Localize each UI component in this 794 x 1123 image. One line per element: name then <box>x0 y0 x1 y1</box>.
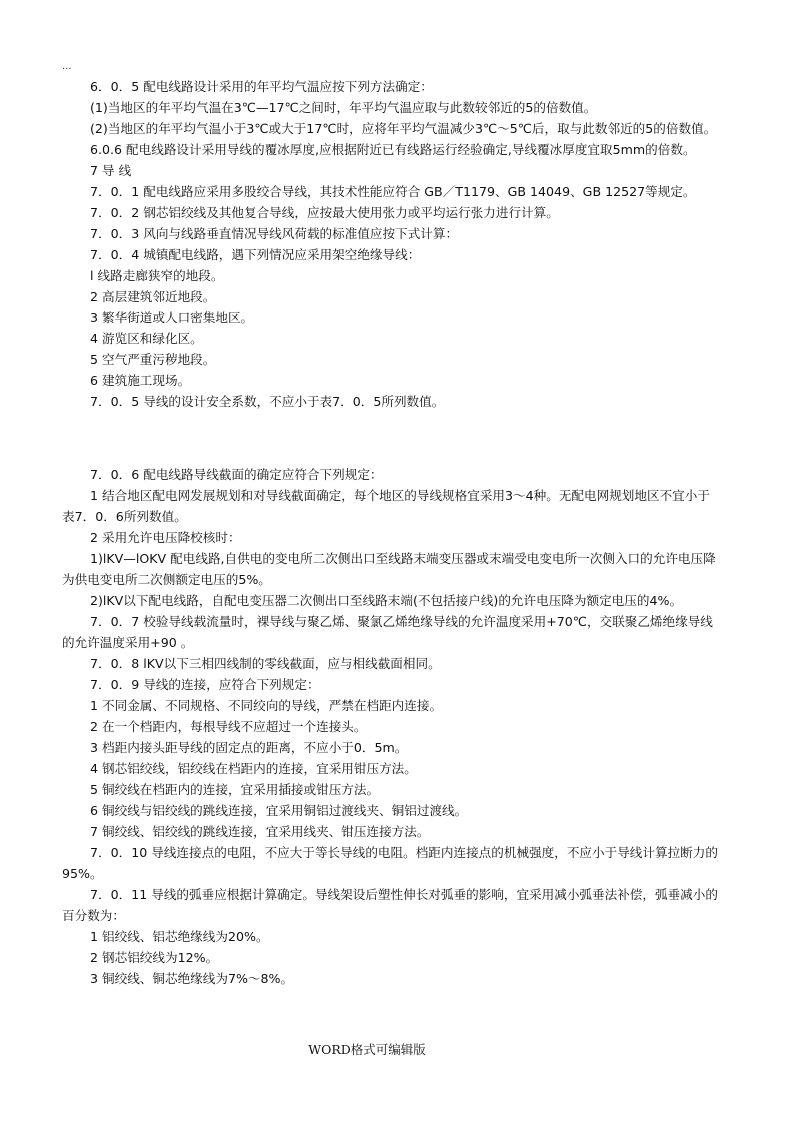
paragraph: 6.0.6 配电线路设计采用导线的覆冰厚度,应根据附近已有线路运行经验确定,导线覆冰厚度宜取5mm的倍数。 <box>90 142 696 157</box>
paragraph: 2 高层建筑邻近地段。 <box>90 289 216 304</box>
paragraph: 6 建筑施工现场。 <box>90 373 191 388</box>
paragraph: 2)lKV以下配电线路，自配电变压器二次侧出口至线路末端(不包括接户线)的允许电压降为额定电压的4%。 <box>90 593 683 608</box>
paragraph: 7．0．10 导线连接点的电阻，不应大于等长导线的电阻。档距内连接点的机械强度，不应小于导线计算拉断力的95%。 <box>62 845 718 881</box>
paragraph: 7 导 线 <box>90 163 132 178</box>
footer-text: WORD格式可编辑版 <box>308 1042 426 1057</box>
paragraph: 7．0．3 风向与线路垂直情况导线风荷载的标准值应按下式计算： <box>90 226 459 241</box>
paragraph: 7．0．6 配电线路导线截面的确定应符合下列规定： <box>90 467 383 482</box>
page-footer <box>0 1042 794 1058</box>
paragraph: 7 铜绞线、铝绞线的跳线连接，宜采用线夹、钳压连接方法。 <box>90 824 430 839</box>
paragraph-spacer <box>62 428 722 448</box>
paragraph: (2)当地区的年平均气温小于3℃或大于17℃时，应将年平均气温减少3℃～5℃后，取与此数邻近的5的倍数值。 <box>90 121 717 136</box>
paragraph: 7．0．4 城镇配电线路，遇下列情况应采用架空绝缘导线： <box>90 247 421 262</box>
paragraph: 1)lKV—lOKV 配电线路,自供电的变电所二次侧出口至线路末端变压器或末端受电变电所一次侧入口的允许电压降为供电变电所二次侧额定电压的5%。 <box>62 551 716 587</box>
paragraph: 4 钢芯铝绞线，铝绞线在档距内的连接，宜采用钳压方法。 <box>90 761 417 776</box>
paragraph: 7．0．1 配电线路应采用多股绞合导线，其技术性能应符合 GB／T1179、GB 14049、GB 12527等规定。 <box>90 184 696 199</box>
paragraph: 7．0．7 校验导线载流量时，裸导线与聚乙烯、聚氯乙烯绝缘导线的允许温度采用+70℃，交联聚乙烯绝缘导线的允许温度采用+90 。 <box>62 614 713 650</box>
paragraph: 1 结合地区配电网发展规划和对导线截面确定，每个地区的导线规格宜采用3～4种。无配电网规划地区不宜小于表7．0．6所列数值。 <box>62 488 710 524</box>
paragraph: 3 繁华街道或人口密集地区。 <box>90 310 254 325</box>
paragraph: 1 不同金属、不同规格、不同绞向的导线，严禁在档距内连接。 <box>90 698 443 713</box>
paragraph: 2 在一个档距内，每根导线不应超过一个连接头。 <box>90 719 367 734</box>
paragraph: 2 钢芯铝绞线为12%。 <box>90 950 219 965</box>
paragraph: (1)当地区的年平均气温在3℃—17℃之间时，年平均气温应取与此数较邻近的5的倍数值。 <box>90 100 597 115</box>
paragraph: 2 采用允许电压降校核时： <box>90 530 241 545</box>
paragraph: 6．0．5 配电线路设计采用的年平均气温应按下列方法确定： <box>90 79 433 94</box>
paragraph: 7．0．5 导线的设计安全系数，不应小于表7．0．5所列数值。 <box>90 394 445 409</box>
document-body <box>62 76 722 989</box>
paragraph: l 线路走廊狭窄的地段。 <box>90 268 224 283</box>
paragraph: 4 游览区和绿化区。 <box>90 331 203 346</box>
paragraph: 7．0．2 钢芯铝绞线及其他复合导线，应按最大使用张力或平均运行张力进行计算。 <box>90 205 559 220</box>
paragraph: 5 空气严重污秽地段。 <box>90 352 216 367</box>
paragraph: 7．0．8 lKV以下三相四线制的零线截面，应与相线截面相同。 <box>90 656 441 671</box>
paragraph: 5 铜绞线在档距内的连接，宜采用插接或钳压方法。 <box>90 782 380 797</box>
paragraph: 7．0．11 导线的弧垂应根据计算确定。导线架设后塑性伸长对弧垂的影响，宜采用减小弧垂法补偿，弧垂减小的百分数为： <box>62 887 718 923</box>
paragraph: 1 铝绞线、铝芯绝缘线为20%。 <box>90 929 269 944</box>
paragraph: 3 档距内接头距导线的固定点的距离，不应小于0．5m。 <box>90 740 408 755</box>
paragraph: 3 铜绞线、铜芯绝缘线为7%～8%。 <box>90 971 294 986</box>
paragraph: 7．0．9 导线的连接，应符合下列规定： <box>90 677 320 692</box>
header-mark: ... <box>62 61 72 72</box>
paragraph: 6 铜绞线与铝绞线的跳线连接，宜采用铜铝过渡线夹、铜铝过渡线。 <box>90 803 468 818</box>
